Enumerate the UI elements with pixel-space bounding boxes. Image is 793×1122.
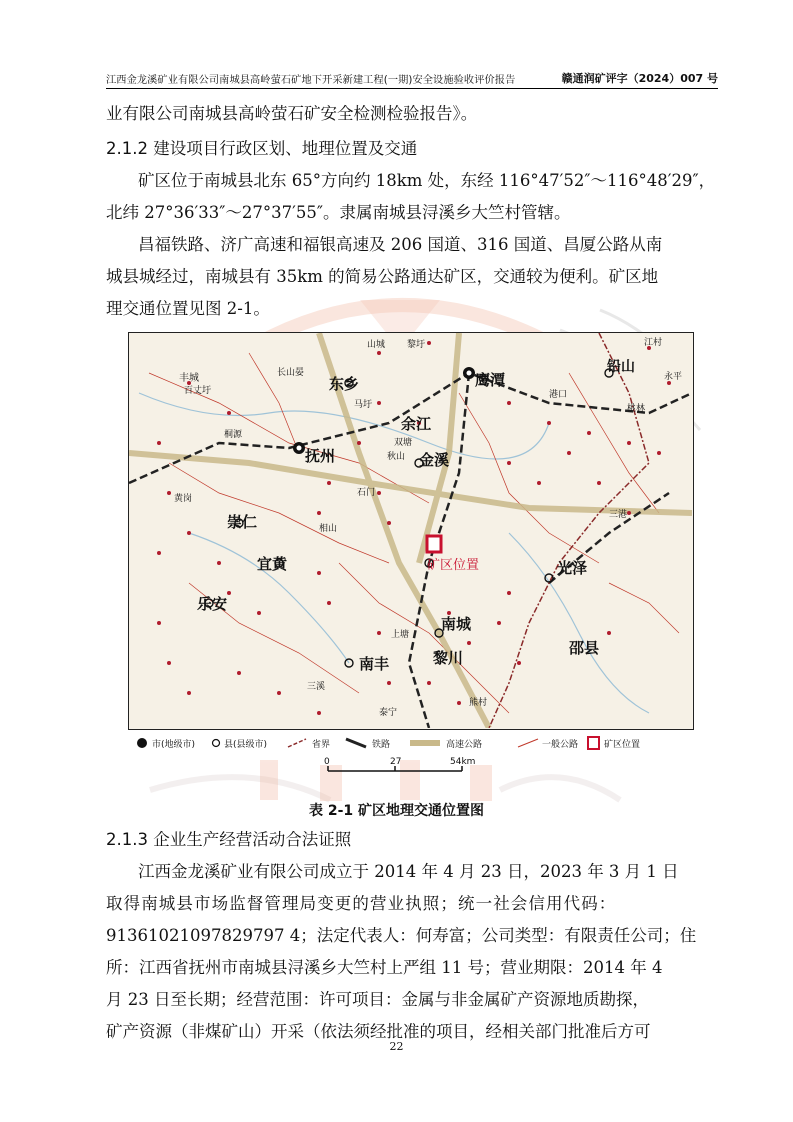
map-place-label: 三港 bbox=[609, 510, 628, 520]
paragraph-license-line-1: 江西金龙溪矿业有限公司成立于 2014 年 4 月 23 日，2023 年 3 月 1 日 bbox=[138, 862, 679, 881]
figure-caption: 表 2-1 矿区地理交通位置图 bbox=[308, 803, 485, 819]
report-title: 江西金龙溪矿业有限公司南城县高岭萤石矿地下开采新建工程(一期)安全设施验收评价报告 bbox=[106, 75, 516, 86]
paragraph-location-line-2: 北纬 27°36′33″～27°37′55″。隶属南城县浔溪乡大竺村管辖。 bbox=[106, 203, 571, 222]
location-map bbox=[128, 332, 694, 730]
intro-line: 业有限公司南城县高岭萤石矿安全检测检验报告》。 bbox=[106, 104, 478, 123]
scale-end: 54km bbox=[450, 757, 476, 767]
paragraph-traffic-line-2: 城县城经过，南城县有 35km 的简易公路通达矿区，交通较为便利。矿区地 bbox=[106, 267, 659, 286]
map-place-label: 东乡 bbox=[329, 375, 360, 393]
paragraph-traffic-line-3: 理交通位置见图 2-1。 bbox=[106, 299, 270, 318]
map-place-label: 双塘 bbox=[394, 438, 413, 448]
legend-city: 市(地级市) bbox=[152, 740, 196, 750]
section-heading-2-1-3: 2.1.3 企业生产经营活动合法证照 bbox=[106, 830, 352, 849]
map-place-label: 抚州 bbox=[305, 447, 336, 465]
map-place-label: 黎川 bbox=[433, 649, 464, 667]
map-place-label: 金溪 bbox=[419, 451, 450, 469]
map-place-label: 黄岗 bbox=[174, 494, 193, 504]
map-place-label: 余江 bbox=[401, 415, 432, 433]
map-place-label: 江村 bbox=[644, 338, 663, 348]
map-place-label: 港口 bbox=[549, 390, 568, 400]
map-place-label: 马圩 bbox=[354, 400, 373, 410]
map-place-label: 上塘 bbox=[391, 630, 410, 640]
paragraph-license-line-5: 月 23 日至长期；经营范围：许可项目：金属与非金属矿产资源地质勘探， bbox=[106, 990, 649, 1009]
paragraph-license-line-6: 矿产资源（非煤矿山）开采（依法须经批准的项目，经相关部门批准后方可 bbox=[106, 1022, 651, 1041]
map-place-label: 三溪 bbox=[307, 682, 326, 692]
legend-railway: 铁路 bbox=[372, 740, 391, 750]
map-place-label: 相山 bbox=[319, 524, 338, 534]
legend-road: 一般公路 bbox=[542, 740, 579, 750]
header-rule bbox=[106, 88, 718, 89]
legend-county: 县(县级市) bbox=[224, 740, 268, 750]
legend-mine: 矿区位置 bbox=[604, 740, 641, 750]
legend-expressway: 高速公路 bbox=[446, 740, 483, 750]
map-place-label: 崇仁 bbox=[227, 513, 258, 531]
map-place-label: 长山晏 bbox=[277, 368, 305, 378]
map-place-label: 宜黄 bbox=[257, 555, 288, 573]
document-number: 赣通润矿评字（2024）007 号 bbox=[561, 72, 718, 85]
map-place-label: 石门 bbox=[357, 488, 376, 498]
map-drawing bbox=[129, 333, 692, 728]
map-place-label: 黎圩 bbox=[407, 340, 426, 350]
paragraph-license-line-2: 取得南城县市场监督管理局变更的营业执照；统一社会信用代码： bbox=[106, 894, 617, 913]
map-place-label: 山城 bbox=[367, 340, 386, 350]
page-number: 22 bbox=[389, 1040, 404, 1053]
legend-border: 省界 bbox=[312, 740, 331, 750]
map-place-label: 百丈圩 bbox=[184, 386, 212, 396]
scale-zero: 0 bbox=[324, 757, 330, 767]
map-place-label: 乐安 bbox=[197, 595, 228, 613]
map-place-label: 铅山 bbox=[607, 359, 635, 375]
paragraph-location-line-1: 矿区位于南城县北东 65°方向约 18km 处，东经 116°47′52″～116°48′29″， bbox=[138, 171, 716, 190]
map-place-label: 熊村 bbox=[469, 698, 488, 708]
section-heading-2-1-2: 2.1.2 建设项目行政区划、地理位置及交通 bbox=[106, 139, 418, 158]
map-place-label: 桐源 bbox=[224, 430, 243, 440]
paragraph-license-line-3: 91361021097829797 4；法定代表人：何寿富；公司类型：有限责任公司；住 bbox=[106, 926, 697, 945]
page-header bbox=[106, 68, 718, 88]
map-place-label: 鹰潭 bbox=[475, 371, 506, 389]
scale-bar bbox=[320, 757, 490, 777]
map-place-label: 桃林 bbox=[627, 404, 646, 414]
map-place-label: 秋山 bbox=[387, 452, 406, 462]
mine-location-label: 矿区位置 bbox=[427, 558, 480, 573]
map-place-label: 邵县 bbox=[569, 639, 600, 657]
map-place-label: 南城 bbox=[441, 615, 472, 633]
paragraph-license-line-4: 所：江西省抚州市南城县浔溪乡大竺村上严组 11 号；营业期限：2014 年 4 bbox=[106, 958, 663, 977]
map-place-label: 永平 bbox=[664, 372, 683, 382]
map-place-label: 光泽 bbox=[557, 559, 588, 577]
map-legend bbox=[128, 734, 694, 754]
map-place-label: 丰城 bbox=[179, 373, 199, 384]
map-place-label: 泰宁 bbox=[379, 708, 398, 718]
paragraph-traffic-line-1: 昌福铁路、济广高速和福银高速及 206 国道、316 国道、昌厦公路从南 bbox=[138, 235, 663, 254]
map-place-label: 南丰 bbox=[359, 655, 390, 673]
scale-mid: 27 bbox=[390, 757, 402, 767]
